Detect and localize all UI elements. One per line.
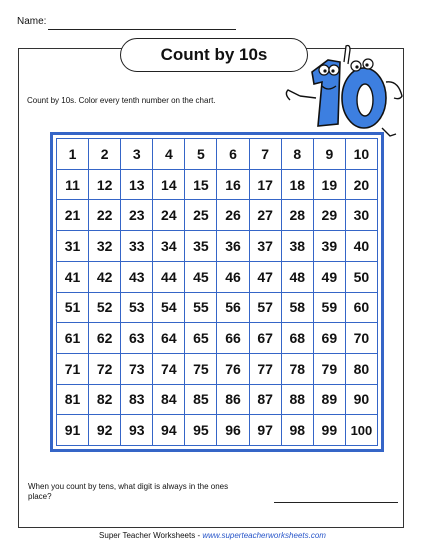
chart-cell[interactable]: 96 (217, 415, 249, 446)
chart-cell[interactable]: 86 (217, 385, 249, 416)
chart-cell[interactable]: 63 (121, 323, 153, 354)
chart-cell[interactable]: 38 (282, 231, 314, 262)
chart-cell[interactable]: 97 (250, 415, 282, 446)
chart-cell[interactable]: 84 (153, 385, 185, 416)
chart-cell[interactable]: 59 (314, 293, 346, 324)
chart-cell[interactable]: 57 (250, 293, 282, 324)
chart-cell[interactable]: 88 (282, 385, 314, 416)
chart-cell[interactable]: 77 (250, 354, 282, 385)
chart-cell[interactable]: 71 (57, 354, 89, 385)
chart-cell[interactable]: 6 (217, 139, 249, 170)
chart-cell[interactable]: 81 (57, 385, 89, 416)
chart-cell[interactable]: 28 (282, 200, 314, 231)
chart-cell[interactable]: 68 (282, 323, 314, 354)
chart-cell[interactable]: 15 (185, 170, 217, 201)
chart-cell[interactable]: 16 (217, 170, 249, 201)
chart-cell[interactable]: 2 (89, 139, 121, 170)
chart-cell[interactable]: 79 (314, 354, 346, 385)
chart-cell[interactable]: 9 (314, 139, 346, 170)
chart-cell[interactable]: 44 (153, 262, 185, 293)
chart-cell[interactable]: 32 (89, 231, 121, 262)
chart-cell[interactable]: 42 (89, 262, 121, 293)
chart-cell[interactable]: 35 (185, 231, 217, 262)
chart-cell[interactable]: 100 (346, 415, 378, 446)
chart-cell[interactable]: 11 (57, 170, 89, 201)
answer-line[interactable] (274, 502, 398, 503)
chart-cell[interactable]: 29 (314, 200, 346, 231)
chart-cell[interactable]: 83 (121, 385, 153, 416)
chart-cell[interactable]: 53 (121, 293, 153, 324)
chart-cell[interactable]: 85 (185, 385, 217, 416)
chart-cell[interactable]: 39 (314, 231, 346, 262)
chart-cell[interactable]: 92 (89, 415, 121, 446)
name-label: Name: (17, 16, 47, 27)
worksheet-title: Count by 10s (120, 38, 308, 72)
chart-cell[interactable]: 1 (57, 139, 89, 170)
chart-cell[interactable]: 89 (314, 385, 346, 416)
chart-cell[interactable]: 91 (57, 415, 89, 446)
chart-cell[interactable]: 20 (346, 170, 378, 201)
chart-cell[interactable]: 36 (217, 231, 249, 262)
chart-cell[interactable]: 90 (346, 385, 378, 416)
chart-cell[interactable]: 40 (346, 231, 378, 262)
chart-cell[interactable]: 41 (57, 262, 89, 293)
chart-cell[interactable]: 58 (282, 293, 314, 324)
chart-cell[interactable]: 13 (121, 170, 153, 201)
chart-cell[interactable]: 37 (250, 231, 282, 262)
hundreds-chart (50, 132, 384, 452)
chart-cell[interactable]: 33 (121, 231, 153, 262)
chart-cell[interactable]: 19 (314, 170, 346, 201)
chart-cell[interactable]: 73 (121, 354, 153, 385)
chart-cell[interactable]: 60 (346, 293, 378, 324)
chart-cell[interactable]: 50 (346, 262, 378, 293)
chart-cell[interactable]: 78 (282, 354, 314, 385)
chart-cell[interactable]: 56 (217, 293, 249, 324)
chart-cell[interactable]: 54 (153, 293, 185, 324)
chart-cell[interactable]: 98 (282, 415, 314, 446)
chart-cell[interactable]: 64 (153, 323, 185, 354)
chart-cell[interactable]: 62 (89, 323, 121, 354)
chart-cell[interactable]: 99 (314, 415, 346, 446)
question-text: When you count by tens, what digit is always in the ones place? (28, 482, 229, 501)
chart-cell[interactable]: 23 (121, 200, 153, 231)
chart-cell[interactable]: 51 (57, 293, 89, 324)
chart-cell[interactable]: 82 (89, 385, 121, 416)
chart-cell[interactable]: 24 (153, 200, 185, 231)
chart-cell[interactable]: 34 (153, 231, 185, 262)
chart-cell[interactable]: 18 (282, 170, 314, 201)
chart-cell[interactable]: 21 (57, 200, 89, 231)
chart-cell[interactable]: 45 (185, 262, 217, 293)
chart-cell[interactable]: 70 (346, 323, 378, 354)
chart-cell[interactable]: 66 (217, 323, 249, 354)
chart-cell[interactable]: 80 (346, 354, 378, 385)
chart-cell[interactable]: 30 (346, 200, 378, 231)
instructions-text: Count by 10s. Color every tenth number on the chart. (27, 96, 216, 105)
chart-cell[interactable]: 74 (153, 354, 185, 385)
chart-cell[interactable]: 75 (185, 354, 217, 385)
chart-cell[interactable]: 61 (57, 323, 89, 354)
chart-cell[interactable]: 47 (250, 262, 282, 293)
chart-cell[interactable]: 49 (314, 262, 346, 293)
number-ten-mascot-icon (282, 40, 408, 140)
chart-cell[interactable]: 12 (89, 170, 121, 201)
chart-cell[interactable]: 27 (250, 200, 282, 231)
chart-cell[interactable]: 46 (217, 262, 249, 293)
chart-cell[interactable]: 10 (346, 139, 378, 170)
chart-cell[interactable]: 55 (185, 293, 217, 324)
chart-cell[interactable]: 69 (314, 323, 346, 354)
chart-cell[interactable]: 43 (121, 262, 153, 293)
chart-cell[interactable]: 48 (282, 262, 314, 293)
name-line[interactable] (48, 29, 236, 30)
chart-cell[interactable]: 14 (153, 170, 185, 201)
chart-cell[interactable]: 67 (250, 323, 282, 354)
chart-cell[interactable]: 93 (121, 415, 153, 446)
chart-cell[interactable]: 3 (121, 139, 153, 170)
footer-brand: Super Teacher Worksheets - (99, 531, 203, 540)
chart-cell[interactable]: 26 (217, 200, 249, 231)
chart-cell[interactable]: 52 (89, 293, 121, 324)
chart-cell[interactable]: 76 (217, 354, 249, 385)
chart-cell[interactable]: 65 (185, 323, 217, 354)
chart-cell[interactable]: 94 (153, 415, 185, 446)
chart-cell[interactable]: 8 (282, 139, 314, 170)
chart-cell[interactable]: 95 (185, 415, 217, 446)
chart-cell[interactable]: 4 (153, 139, 185, 170)
chart-cell[interactable]: 5 (185, 139, 217, 170)
chart-cell[interactable]: 22 (89, 200, 121, 231)
chart-cell[interactable]: 72 (89, 354, 121, 385)
chart-cell[interactable]: 87 (250, 385, 282, 416)
chart-cell[interactable]: 17 (250, 170, 282, 201)
chart-cell[interactable]: 7 (250, 139, 282, 170)
footer (0, 531, 425, 540)
footer-link[interactable]: www.superteacherworksheets.com (202, 531, 326, 540)
chart-cell[interactable]: 25 (185, 200, 217, 231)
chart-cell[interactable]: 31 (57, 231, 89, 262)
hundreds-grid (56, 138, 378, 446)
